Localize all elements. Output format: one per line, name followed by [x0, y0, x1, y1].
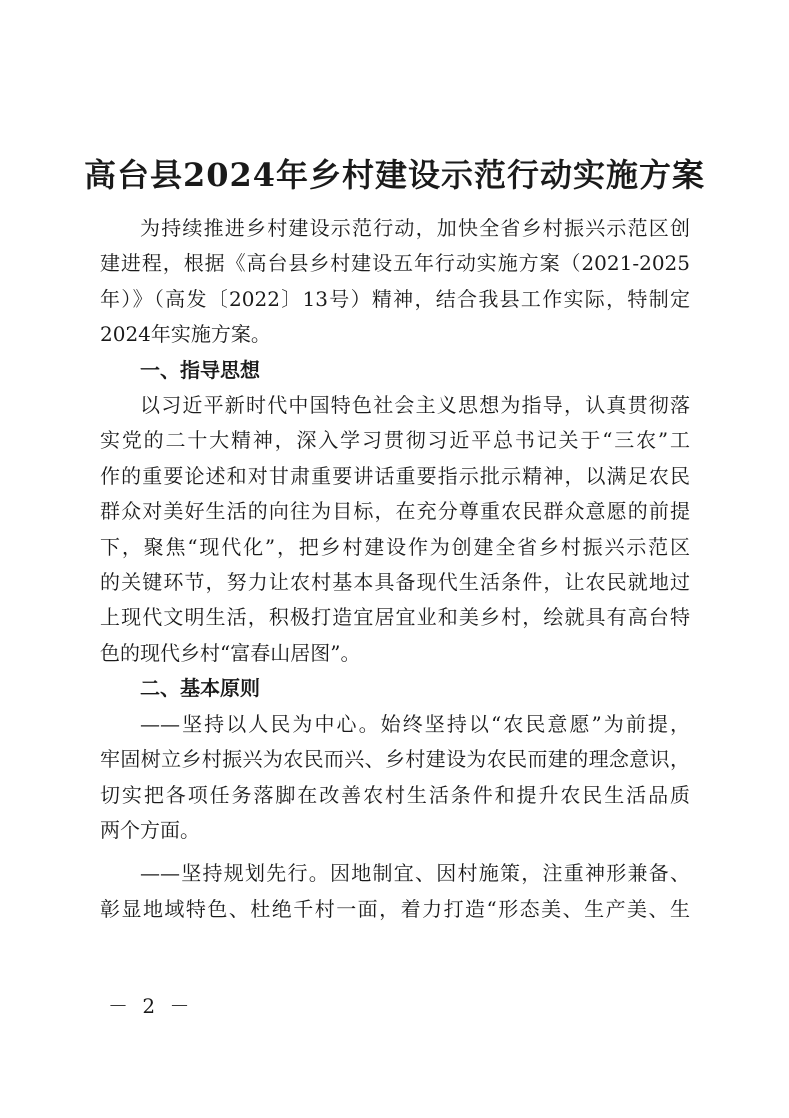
section-heading-guiding-ideology: 一、指导思想 — [140, 357, 260, 382]
text-line: 牢固树立乡村振兴为农民而兴、乡村建设为农民而建的理念意识， — [100, 747, 690, 772]
text-line: 作的重要论述和对甘肃重要讲话重要指示批示精神，以满足农民 — [100, 463, 690, 488]
text-line: 下，聚焦“现代化”，把乡村建设作为创建全省乡村振兴示范区 — [100, 534, 690, 559]
text-line: 实党的二十大精神，深入学习贯彻习近平总书记关于“三农”工 — [100, 428, 690, 453]
section-heading-basic-principles: 二、基本原则 — [140, 676, 260, 701]
text-line: 2024年实施方案。 — [100, 322, 271, 347]
text-line: 彰显地域特色、杜绝千村一面，着力打造“形态美、生产美、生 — [100, 896, 690, 921]
document-title: 高台县2024年乡村建设示范行动实施方案 — [83, 156, 706, 195]
paragraph-gap — [100, 848, 690, 856]
text-line: ——坚持以人民为中心。始终坚持以“农民意愿”为前提， — [140, 711, 690, 736]
text-line: 为持续推进乡村建设示范行动，加快全省乡村振兴示范区创 — [140, 216, 690, 240]
text-line: 上现代文明生活，积极打造宜居宜业和美乡村，绘就具有高台特 — [100, 605, 690, 630]
intro-paragraph — [100, 211, 690, 353]
document-body — [100, 211, 690, 927]
text-line: 两个方面。 — [100, 817, 200, 842]
principle-planning-first-paragraph — [100, 856, 690, 927]
page-number: － 2 － — [108, 994, 194, 1018]
text-line: 建进程，根据《高台县乡村建设五年行动实施方案（2021-2025 — [100, 251, 690, 276]
text-line: 的关键环节，努力让农村基本具备现代生活条件，让农民就地过 — [100, 570, 690, 595]
principle-people-centered-paragraph — [100, 707, 690, 849]
text-line: 以习近平新时代中国特色社会主义思想为指导，认真贯彻落 — [140, 393, 690, 418]
text-line: ——坚持规划先行。因地制宜、因村施策，注重神形兼备、 — [140, 861, 690, 886]
text-line: 年）》（高发〔2022〕13号）精神，结合我县工作实际，特制定 — [100, 286, 690, 311]
text-line: 群众对美好生活的向往为目标，在充分尊重农民群众意愿的前提 — [100, 499, 690, 524]
text-line: 切实把各项任务落脚在改善农村生活条件和提升农民生活品质 — [100, 782, 690, 807]
guiding-ideology-paragraph — [100, 388, 690, 671]
text-line: 色的现代乡村“富春山居图”。 — [100, 640, 361, 665]
